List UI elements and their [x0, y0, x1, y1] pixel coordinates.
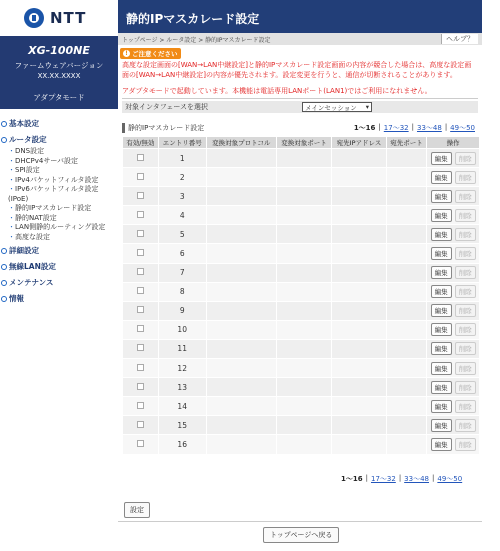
enable-cell	[123, 282, 159, 301]
edit-button[interactable]: 編集	[431, 304, 452, 317]
enable-checkbox[interactable]	[137, 344, 144, 351]
dest-ip-cell	[332, 378, 387, 397]
protocol-cell	[206, 206, 276, 225]
enable-cell	[123, 378, 159, 397]
dest-ip-cell	[332, 397, 387, 416]
port-cell	[276, 282, 331, 301]
table-row	[123, 359, 480, 378]
ops-cell	[427, 378, 480, 397]
dest-ip-cell	[332, 225, 387, 244]
enable-cell	[123, 225, 159, 244]
nav-item-advanced[interactable]: ・高度な設定	[8, 232, 50, 241]
dest-ip-cell	[332, 206, 387, 225]
table-row	[123, 339, 480, 358]
ops-cell	[427, 435, 480, 454]
dest-port-cell	[386, 225, 427, 244]
circle-bullet-icon	[1, 264, 7, 270]
protocol-cell	[206, 168, 276, 187]
dest-ip-cell	[332, 359, 387, 378]
entry-number: 7	[158, 263, 206, 282]
edit-button[interactable]: 編集	[431, 152, 452, 165]
breadcrumb-bar	[118, 33, 482, 45]
circle-bullet-icon	[1, 296, 7, 302]
enable-checkbox[interactable]	[137, 173, 144, 180]
table-row	[123, 435, 480, 454]
entry-number: 3	[158, 187, 206, 206]
dest-port-cell	[386, 149, 427, 168]
port-cell	[276, 378, 331, 397]
nav-item-ipv4-filter[interactable]: ・IPv4パケットフィルタ設定	[8, 175, 99, 184]
port-cell	[276, 397, 331, 416]
edit-button[interactable]: 編集	[431, 381, 452, 394]
enable-cell	[123, 359, 159, 378]
delete-button[interactable]: 削除	[455, 342, 476, 355]
edit-button[interactable]: 編集	[431, 342, 452, 355]
column-header: 変換対象プロトコル	[206, 137, 276, 149]
table-header-row	[123, 137, 480, 149]
entry-number: 10	[158, 320, 206, 339]
protocol-cell	[206, 339, 276, 358]
enable-checkbox[interactable]	[137, 211, 144, 218]
enable-cell	[123, 339, 159, 358]
circle-bullet-icon	[1, 248, 7, 254]
dest-ip-cell	[332, 244, 387, 263]
nav-item-static-nat[interactable]: ・静的NAT設定	[8, 213, 57, 222]
delete-button[interactable]: 削除	[455, 381, 476, 394]
nav-section-router[interactable]: ルータ設定	[0, 131, 118, 147]
dest-ip-cell	[332, 187, 387, 206]
dest-port-cell	[386, 263, 427, 282]
port-cell	[276, 263, 331, 282]
setting-button[interactable]: 設定	[124, 502, 150, 518]
nav-section-maintenance[interactable]: メンテナンス	[0, 274, 118, 290]
entry-number: 11	[158, 339, 206, 358]
enable-cell	[123, 397, 159, 416]
help-link[interactable]: ヘルプ？	[441, 34, 478, 44]
port-cell	[276, 149, 331, 168]
enable-checkbox[interactable]	[137, 192, 144, 199]
list-header	[122, 123, 478, 133]
side-nav	[0, 115, 118, 306]
delete-button[interactable]: 削除	[455, 285, 476, 298]
enable-checkbox[interactable]	[137, 402, 144, 409]
ntt-logo-icon	[24, 8, 44, 28]
delete-button[interactable]: 削除	[455, 190, 476, 203]
enable-checkbox[interactable]	[137, 325, 144, 332]
dest-ip-cell	[332, 263, 387, 282]
nav-section-wireless[interactable]: 無線LAN設定	[0, 258, 118, 274]
entry-number: 14	[158, 397, 206, 416]
edit-button[interactable]: 編集	[431, 266, 452, 279]
column-header: 宛先ポート	[386, 137, 427, 149]
port-cell	[276, 301, 331, 320]
dest-port-cell	[386, 435, 427, 454]
protocol-cell	[206, 282, 276, 301]
ops-cell	[427, 225, 480, 244]
circle-bullet-icon	[1, 137, 7, 143]
pager-link-4[interactable]: 49〜50	[450, 124, 475, 132]
dest-port-cell	[386, 282, 427, 301]
enable-checkbox[interactable]	[137, 154, 144, 161]
masquerade-table	[122, 136, 480, 455]
dest-port-cell	[386, 378, 427, 397]
nav-item-ipv6-filter[interactable]: ・IPv6パケットフィルタ設定(IPoE)	[8, 185, 99, 203]
back-to-top-button[interactable]: トップページへ戻る	[263, 527, 339, 543]
protocol-cell	[206, 320, 276, 339]
edit-button[interactable]: 編集	[431, 190, 452, 203]
edit-button[interactable]: 編集	[431, 362, 452, 375]
enable-checkbox[interactable]	[137, 249, 144, 256]
delete-button[interactable]: 削除	[455, 266, 476, 279]
column-header: 宛先IPアドレス	[332, 137, 387, 149]
port-cell	[276, 187, 331, 206]
table-row	[123, 206, 480, 225]
port-cell	[276, 320, 331, 339]
dest-ip-cell	[332, 435, 387, 454]
entry-number: 12	[158, 359, 206, 378]
enable-checkbox[interactable]	[137, 230, 144, 237]
divider	[122, 98, 478, 99]
pager-link-3[interactable]: 33〜48	[416, 124, 442, 132]
port-cell	[276, 168, 331, 187]
entry-number: 16	[158, 435, 206, 454]
model-name: XG-100NE	[28, 44, 90, 57]
enable-checkbox[interactable]	[137, 268, 144, 275]
entry-number: 2	[158, 168, 206, 187]
dest-ip-cell	[332, 301, 387, 320]
exclamation-icon: !	[123, 50, 130, 57]
list-title: 静的IPマスカレード設定	[122, 123, 204, 133]
edit-button[interactable]: 編集	[431, 400, 452, 413]
ops-cell	[427, 168, 480, 187]
pager-top: 1〜16 | 17〜32 | 33〜48 | 49〜50	[351, 123, 478, 133]
ops-cell	[427, 206, 480, 225]
table-row	[123, 378, 480, 397]
protocol-cell	[206, 225, 276, 244]
ops-cell	[427, 263, 480, 282]
adapter-mode-warning: アダプタモードで起動しています。本機能は電話専用LANポート(LAN1)ではご利用になれません。	[122, 87, 432, 95]
pager-link-2[interactable]: 17〜32	[370, 475, 396, 483]
port-cell	[276, 359, 331, 378]
main-content	[118, 0, 482, 551]
pager-link-4[interactable]: 49〜50	[437, 475, 463, 483]
enable-checkbox[interactable]	[137, 421, 144, 428]
interface-select-row	[122, 101, 478, 113]
port-cell	[276, 435, 331, 454]
protocol-cell	[206, 301, 276, 320]
entry-number: 8	[158, 282, 206, 301]
dest-ip-cell	[332, 416, 387, 435]
protocol-cell	[206, 359, 276, 378]
edit-button[interactable]: 編集	[431, 419, 452, 432]
delete-button[interactable]: 削除	[455, 228, 476, 241]
circle-bullet-icon	[1, 121, 7, 127]
nav-item-static-ip-masquerade[interactable]: ・静的IPマスカレード設定	[8, 204, 92, 212]
firmware-label: ファームウェアバージョン	[14, 61, 104, 70]
protocol-cell	[206, 149, 276, 168]
dest-port-cell	[386, 301, 427, 320]
caution-badge: ! ご注意ください	[120, 48, 181, 59]
protocol-cell	[206, 378, 276, 397]
table-row	[123, 301, 480, 320]
ops-cell	[427, 282, 480, 301]
interface-select[interactable]: メインセッション ▾	[302, 102, 372, 112]
table-row	[123, 397, 480, 416]
table-row	[123, 168, 480, 187]
table-body	[123, 149, 480, 455]
dest-port-cell	[386, 397, 427, 416]
enable-checkbox[interactable]	[137, 306, 144, 313]
entry-number: 15	[158, 416, 206, 435]
dest-port-cell	[386, 359, 427, 378]
table-row	[123, 320, 480, 339]
enable-cell	[123, 244, 159, 263]
entry-number: 9	[158, 301, 206, 320]
enable-cell	[123, 187, 159, 206]
device-info-panel	[0, 36, 118, 109]
edit-button[interactable]: 編集	[431, 323, 452, 336]
enable-checkbox[interactable]	[137, 383, 144, 390]
delete-button[interactable]: 削除	[455, 400, 476, 413]
dest-ip-cell	[332, 339, 387, 358]
delete-button[interactable]: 削除	[455, 247, 476, 260]
port-cell	[276, 244, 331, 263]
chevron-down-icon: ▾	[365, 103, 369, 111]
mode-label: アダプタモード	[33, 93, 85, 102]
dest-port-cell	[386, 339, 427, 358]
delete-button[interactable]: 削除	[455, 323, 476, 336]
entry-number: 6	[158, 244, 206, 263]
dest-ip-cell	[332, 320, 387, 339]
ops-cell	[427, 149, 480, 168]
delete-button[interactable]: 削除	[455, 362, 476, 375]
table-row	[123, 263, 480, 282]
ops-cell	[427, 416, 480, 435]
ops-cell	[427, 397, 480, 416]
edit-button[interactable]: 編集	[431, 171, 452, 184]
edit-button[interactable]: 編集	[431, 438, 452, 451]
divider	[118, 521, 482, 522]
nav-item-spi[interactable]: ・SPI設定	[8, 166, 40, 174]
delete-button[interactable]: 削除	[455, 171, 476, 184]
dest-ip-cell	[332, 168, 387, 187]
circle-bullet-icon	[1, 280, 7, 286]
enable-cell	[123, 301, 159, 320]
sidebar	[0, 0, 118, 551]
breadcrumb: トップページ > ルータ設定 > 静的IPマスカレード設定	[122, 36, 271, 44]
entry-number: 1	[158, 149, 206, 168]
enable-cell	[123, 435, 159, 454]
logo-text: NTT	[50, 9, 87, 27]
table-row	[123, 149, 480, 168]
entry-number: 4	[158, 206, 206, 225]
enable-checkbox[interactable]	[137, 440, 144, 447]
dest-ip-cell	[332, 149, 387, 168]
nav-item-lan-routing[interactable]: ・LAN側静的ルーティング設定	[8, 223, 106, 231]
protocol-cell	[206, 416, 276, 435]
nav-section-basic[interactable]: 基本設定	[0, 115, 118, 131]
port-cell	[276, 416, 331, 435]
enable-cell	[123, 149, 159, 168]
dest-port-cell	[386, 187, 427, 206]
delete-button[interactable]: 削除	[455, 438, 476, 451]
protocol-cell	[206, 187, 276, 206]
edit-button[interactable]: 編集	[431, 285, 452, 298]
nav-item-dhcpv4[interactable]: ・DHCPv4サーバ設定	[8, 156, 79, 165]
enable-checkbox[interactable]	[137, 364, 144, 371]
ops-cell	[427, 339, 480, 358]
enable-cell	[123, 168, 159, 187]
dest-port-cell	[386, 168, 427, 187]
table-row	[123, 416, 480, 435]
page-title: 静的IPマスカレード設定	[118, 0, 482, 33]
pager-current: 1〜16	[341, 475, 363, 483]
nav-item-dns[interactable]: ・DNS設定	[8, 147, 45, 155]
nav-section-detail[interactable]: 詳細設定	[0, 242, 118, 258]
table-row	[123, 244, 480, 263]
port-cell	[276, 206, 331, 225]
delete-button[interactable]: 削除	[455, 304, 476, 317]
edit-button[interactable]: 編集	[431, 209, 452, 222]
protocol-cell	[206, 397, 276, 416]
dest-port-cell	[386, 206, 427, 225]
delete-button[interactable]: 削除	[455, 209, 476, 222]
protocol-cell	[206, 263, 276, 282]
enable-cell	[123, 263, 159, 282]
port-cell	[276, 339, 331, 358]
logo	[0, 0, 118, 36]
enable-cell	[123, 416, 159, 435]
edit-button[interactable]: 編集	[431, 247, 452, 260]
pager-link-2[interactable]: 17〜32	[383, 124, 409, 132]
ops-cell	[427, 301, 480, 320]
dest-port-cell	[386, 244, 427, 263]
firmware-version: XX.XX.XXXX	[37, 72, 81, 80]
delete-button[interactable]: 削除	[455, 419, 476, 432]
column-header: エントリ番号	[158, 137, 206, 149]
ops-cell	[427, 320, 480, 339]
enable-cell	[123, 206, 159, 225]
ops-cell	[427, 187, 480, 206]
dest-ip-cell	[332, 282, 387, 301]
port-cell	[276, 225, 331, 244]
interface-label: 対象インタフェースを選択	[125, 103, 209, 111]
dest-port-cell	[386, 320, 427, 339]
dest-port-cell	[386, 416, 427, 435]
pager-current: 1〜16	[353, 124, 376, 132]
pager-link-3[interactable]: 33〜48	[404, 475, 429, 483]
column-header: 操作	[427, 137, 480, 149]
edit-button[interactable]: 編集	[431, 228, 452, 241]
protocol-cell	[206, 435, 276, 454]
enable-cell	[123, 320, 159, 339]
table-row	[123, 187, 480, 206]
caution-text: 高度な設定画面の[WAN→LAN中継設定]と静的IPマスカレード設定画面の内容が競合した場合は、高度な設定画面の[WAN→LAN中継設定]の内容が優先されます。設定変更を行うと、通信が切断されることがあります。	[122, 61, 472, 79]
entry-number: 5	[158, 225, 206, 244]
ops-cell	[427, 244, 480, 263]
column-header: 変換対象ポート	[276, 137, 331, 149]
delete-button[interactable]: 削除	[455, 152, 476, 165]
entry-number: 13	[158, 378, 206, 397]
nav-section-info[interactable]: 情報	[0, 290, 118, 306]
table-row	[123, 282, 480, 301]
ops-cell	[427, 359, 480, 378]
enable-checkbox[interactable]	[137, 287, 144, 294]
column-header: 有効/無効	[123, 137, 159, 149]
pager-bottom: 1〜16 | 17〜32 | 33〜48 | 49〜50	[338, 474, 465, 484]
table-row	[123, 225, 480, 244]
protocol-cell	[206, 244, 276, 263]
